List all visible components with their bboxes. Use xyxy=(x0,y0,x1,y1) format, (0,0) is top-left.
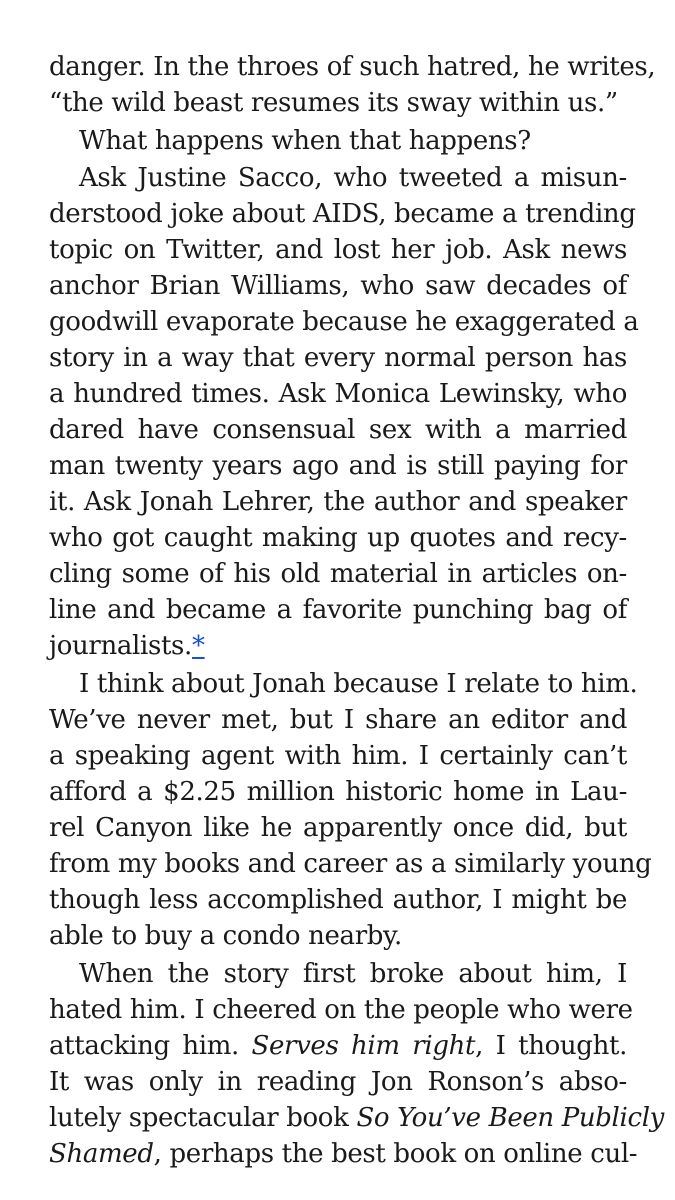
text-line-6: topic on Twitter, and lost her job. Ask news xyxy=(49,235,627,265)
text-line-21: afford a $2.25 million historic home in Lau- xyxy=(49,777,627,807)
text-line-16: line and became a favorite punching bag of xyxy=(49,595,627,625)
text-line-4: Ask Justine Sacco, who tweeted a misun- xyxy=(79,163,627,193)
text-line-30: lutely spectacular book So You’ve Been Publicly xyxy=(49,1103,664,1133)
text-line-27: hated him. I cheered on the people who were xyxy=(49,995,633,1025)
text-line-18: I think about Jonah because I relate to him. xyxy=(79,669,638,699)
text-line-28: attacking him. Serves him right, I thought. xyxy=(49,1031,627,1061)
text-line-26: When the story first broke about him, I xyxy=(79,959,627,989)
text-line-7: anchor Brian Williams, who saw decades of xyxy=(49,271,627,301)
text-line-17: journalists.* xyxy=(49,631,205,661)
text-line-29: It was only in reading Jon Ronson’s abso- xyxy=(49,1067,627,1097)
text-line-12: man twenty years ago and is still paying for xyxy=(49,451,627,481)
text-line-23: from my books and career as a similarly young xyxy=(49,849,652,879)
text-line-31: Shamed, perhaps the best book on online cul- xyxy=(49,1139,638,1169)
text-line-20: a speaking agent with him. I certainly can’t xyxy=(49,741,627,771)
text-line-14: who got caught making up quotes and recy- xyxy=(49,523,627,553)
footnote-link[interactable]: * xyxy=(191,631,205,661)
text-line-19: We’ve never met, but I share an editor and xyxy=(49,705,627,735)
text-line-10: a hundred times. Ask Monica Lewinsky, who xyxy=(49,379,627,409)
text-line-9: story in a way that every normal person has xyxy=(49,343,627,373)
text-line-13: it. Ask Jonah Lehrer, the author and speaker xyxy=(49,487,627,517)
text-line-5: derstood joke about AIDS, became a trending xyxy=(49,199,636,229)
text-line-25: able to buy a condo nearby. xyxy=(49,921,402,951)
text-line-24: though less accomplished author, I might be xyxy=(49,885,627,915)
text-line-15: cling some of his old material in articles on- xyxy=(49,559,627,589)
text-line-1: danger. In the throes of such hatred, he writes, xyxy=(49,52,656,82)
text-line-22: rel Canyon like he apparently once did, but xyxy=(49,813,627,843)
text-line-11: dared have consensual sex with a married xyxy=(49,415,627,445)
text-line-8: goodwill evaporate because he exaggerated a xyxy=(49,307,639,337)
text-line-2: “the wild beast resumes its sway within us.” xyxy=(49,88,618,118)
text-line-3: What happens when that happens? xyxy=(79,126,531,156)
